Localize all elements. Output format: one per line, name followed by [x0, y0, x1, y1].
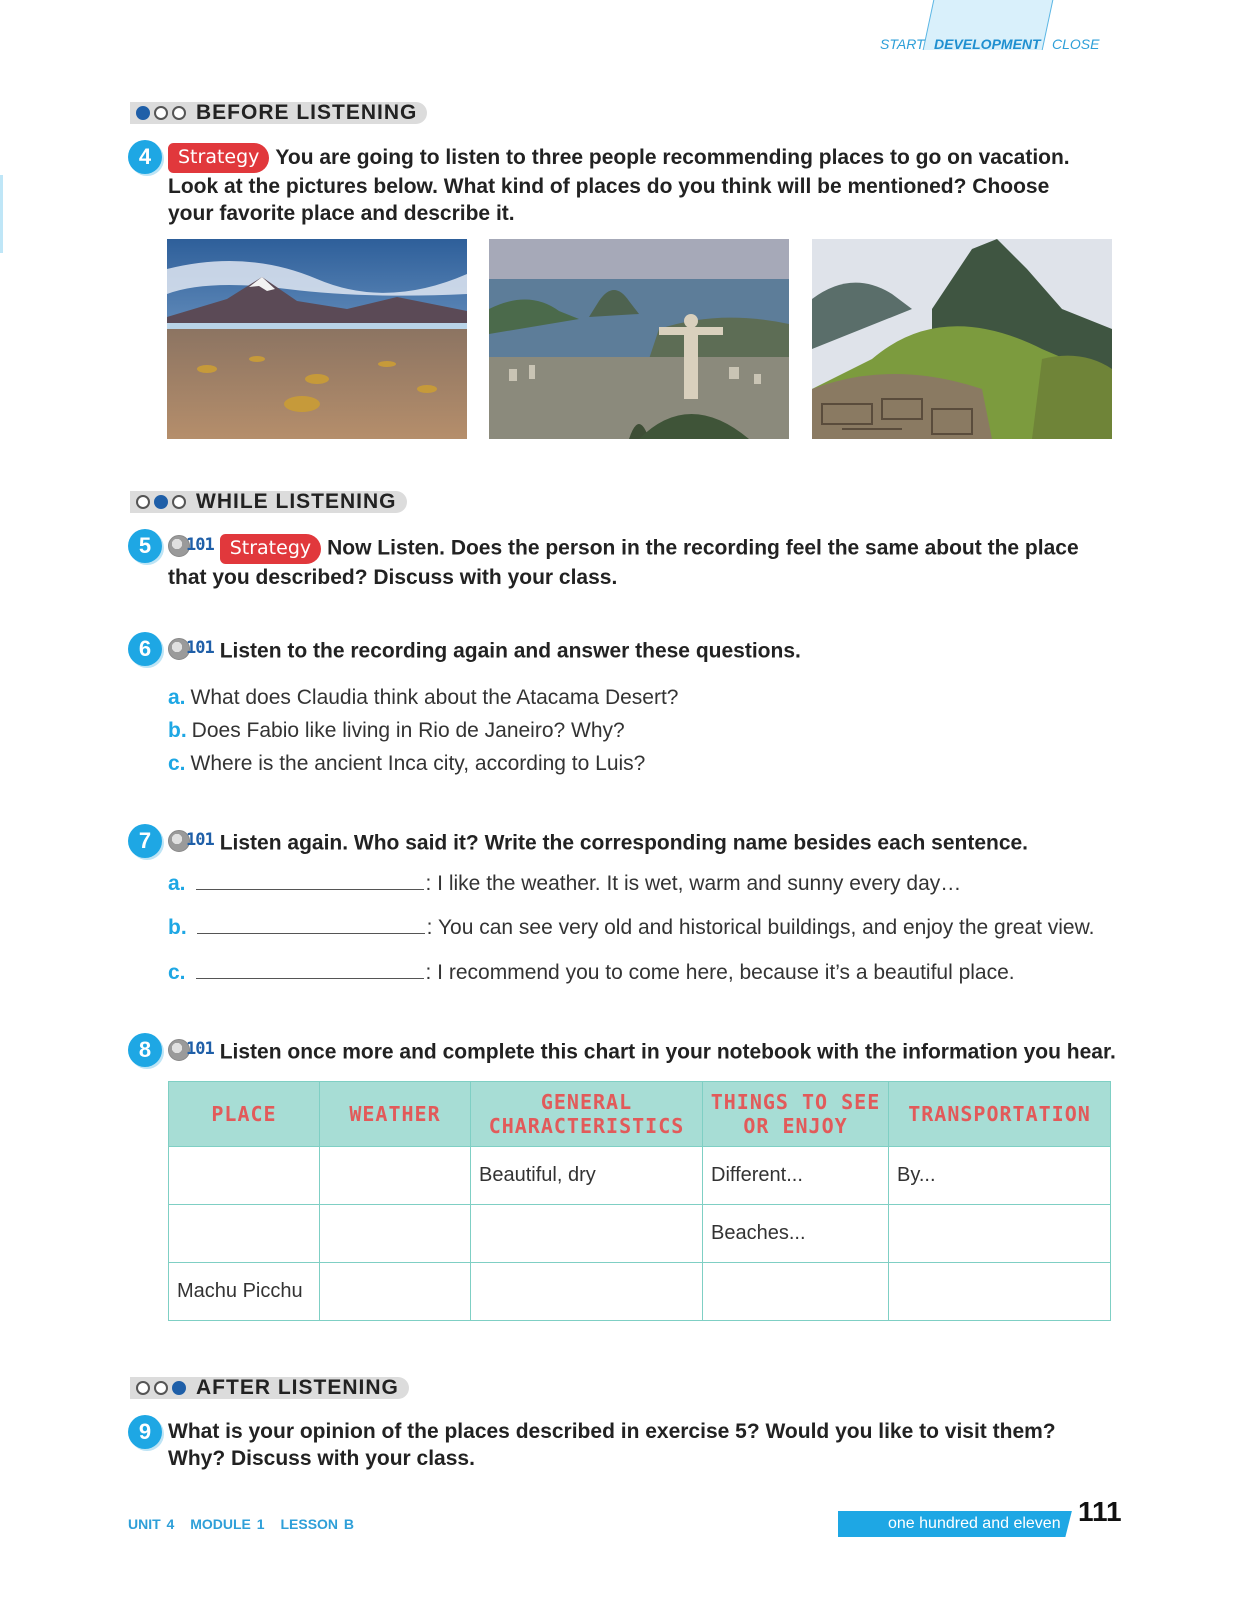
exercise-6-instruction — [168, 635, 1128, 665]
exercise-9-instruction — [168, 1418, 1128, 1472]
exercise-number-badge: 4 — [128, 140, 162, 174]
question-text: What does Claudia think about the Atacama Desert? — [190, 686, 679, 709]
sentence-text: : You can see very old and historical buildings, and enjoy the great view. — [426, 916, 1095, 939]
table-cell[interactable] — [169, 1147, 320, 1205]
column-header: TRANSPORTATION — [889, 1082, 1111, 1147]
exercise-number-badge: 6 — [128, 632, 162, 666]
page-number-words: one hundred and eleven — [888, 1515, 1061, 1532]
strategy-tag: Strategy — [220, 534, 321, 564]
table-cell[interactable] — [471, 1263, 703, 1321]
exercise-8-instruction — [168, 1036, 1128, 1066]
instruction-line: Listen again. Who said it? Write the corresponding name besides each sentence. — [219, 831, 1029, 855]
progress-dot-empty — [154, 1381, 168, 1395]
table-cell[interactable] — [471, 1205, 703, 1263]
exercise-number-badge: 9 — [128, 1415, 162, 1449]
track-number: 101 — [186, 1039, 214, 1059]
table-row — [169, 1205, 1111, 1263]
page-edge-marker — [0, 175, 3, 253]
lesson-progress-tabs — [880, 0, 1120, 60]
track-number: 101 — [186, 638, 214, 658]
column-header: THINGS TO SEE OR ENJOY — [703, 1082, 889, 1147]
table-cell[interactable] — [320, 1205, 471, 1263]
photo-rio-de-janeiro — [489, 239, 789, 439]
progress-dot-filled — [136, 106, 150, 120]
section-title: WHILE LISTENING — [196, 490, 397, 513]
strategy-tag: Strategy — [168, 143, 269, 173]
column-header: WEATHER — [320, 1082, 471, 1147]
item-letter: a. — [168, 872, 186, 895]
table-cell[interactable]: Different... — [703, 1147, 889, 1205]
fill-in-item — [168, 916, 1094, 940]
question-text: Where is the ancient Inca city, according to Luis? — [190, 752, 646, 775]
table-row — [169, 1263, 1111, 1321]
sentence-text: : I recommend you to come here, because it’s a beautiful place. — [425, 961, 1015, 984]
footer-lesson: LESSON B — [280, 1516, 355, 1532]
table-row — [169, 1147, 1111, 1205]
audio-track-icon[interactable] — [168, 532, 214, 559]
question-text: Does Fabio like living in Rio de Janeiro? Why? — [191, 719, 625, 742]
audio-track-icon[interactable] — [168, 827, 214, 854]
track-number: 101 — [186, 535, 214, 555]
section-after-listening — [130, 1377, 409, 1399]
instruction-line: What is your opinion of the places described in exercise 5? Would you like to visit them? — [168, 1420, 1056, 1443]
instruction-line: You are going to listen to three people recommending places to go on vacation. — [275, 146, 1070, 169]
section-title: BEFORE LISTENING — [196, 101, 418, 124]
exercise-7-instruction — [168, 827, 1128, 857]
question-item — [168, 747, 678, 780]
table-cell[interactable]: Machu Picchu — [169, 1263, 320, 1321]
footer-breadcrumb — [128, 1516, 364, 1532]
photo-machu-picchu — [812, 239, 1112, 439]
table-cell[interactable]: By... — [889, 1147, 1111, 1205]
progress-dot-empty — [154, 106, 168, 120]
instruction-line: your favorite place and describe it. — [168, 202, 515, 225]
fill-in-item — [168, 872, 961, 896]
question-letter: c. — [168, 752, 186, 775]
answer-blank[interactable] — [196, 961, 424, 979]
section-title: AFTER LISTENING — [196, 1376, 399, 1399]
exercise-number-badge: 7 — [128, 824, 162, 858]
instruction-line: Listen once more and complete this chart in your notebook with the information you hear. — [219, 1040, 1116, 1064]
information-chart — [168, 1081, 1111, 1321]
instruction-line: Listen to the recording again and answer these questions. — [219, 639, 801, 663]
item-letter: c. — [168, 961, 186, 984]
instruction-line: that you described? Discuss with your class. — [168, 565, 618, 589]
column-header: GENERAL CHARACTERISTICS — [471, 1082, 703, 1147]
track-number: 101 — [186, 830, 214, 850]
table-cell[interactable] — [889, 1263, 1111, 1321]
instruction-line: Look at the pictures below. What kind of places do you think will be mentioned? Choose — [168, 175, 1050, 198]
progress-dot-empty — [172, 106, 186, 120]
audio-track-icon[interactable] — [168, 1036, 214, 1063]
table-cell[interactable] — [703, 1263, 889, 1321]
progress-dot-empty — [172, 495, 186, 509]
exercise-number-badge: 8 — [128, 1033, 162, 1067]
column-header: PLACE — [169, 1082, 320, 1147]
answer-blank[interactable] — [197, 916, 425, 934]
progress-dot-empty — [136, 1381, 150, 1395]
question-item — [168, 681, 678, 714]
tab-close: CLOSE — [1052, 36, 1100, 52]
answer-blank[interactable] — [196, 872, 424, 890]
exercise-5-instruction — [168, 532, 1128, 591]
table-cell[interactable] — [320, 1147, 471, 1205]
table-cell[interactable] — [320, 1263, 471, 1321]
sentence-text: : I like the weather. It is wet, warm and sunny every day… — [425, 872, 962, 895]
photo-atacama-desert — [167, 239, 467, 439]
fill-in-item — [168, 961, 1015, 985]
exercise-number-badge: 5 — [128, 529, 162, 563]
audio-track-icon[interactable] — [168, 635, 214, 662]
question-letter: b. — [168, 719, 187, 742]
footer-module: MODULE 1 — [190, 1516, 265, 1532]
exercise-4-instruction — [168, 143, 1128, 227]
tab-development: DEVELOPMENT — [934, 36, 1041, 52]
exercise-6-questions — [168, 681, 678, 780]
table-cell[interactable]: Beaches... — [703, 1205, 889, 1263]
question-item — [168, 714, 678, 747]
table-cell[interactable] — [889, 1205, 1111, 1263]
progress-dot-empty — [136, 495, 150, 509]
progress-dot-filled — [154, 495, 168, 509]
page-number: 111 — [1078, 1496, 1122, 1527]
section-before-listening — [130, 102, 427, 124]
chart-header-row — [169, 1082, 1111, 1147]
instruction-line: Why? Discuss with your class. — [168, 1447, 475, 1470]
section-while-listening — [130, 491, 407, 513]
item-letter: b. — [168, 916, 187, 939]
instruction-line: Now Listen. Does the person in the recording feel the same about the place — [327, 536, 1079, 560]
table-cell[interactable]: Beautiful, dry — [471, 1147, 703, 1205]
table-cell[interactable] — [169, 1205, 320, 1263]
tab-start: START — [880, 36, 925, 52]
progress-dot-filled — [172, 1381, 186, 1395]
footer-unit: UNIT 4 — [128, 1516, 175, 1532]
question-letter: a. — [168, 686, 186, 709]
